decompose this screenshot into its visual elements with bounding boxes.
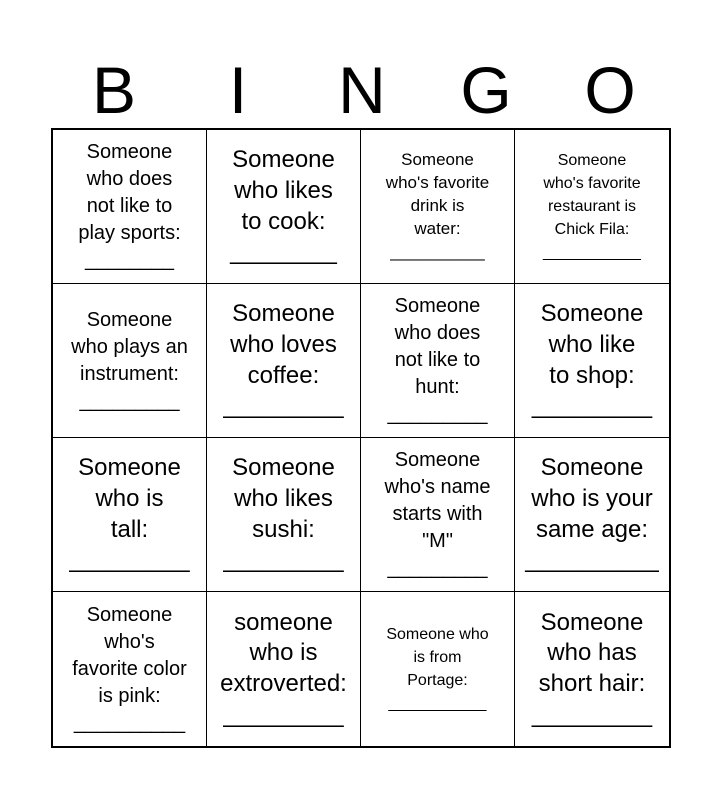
square-prompt: Someone who's favorite drink is water: __________ xyxy=(385,150,490,261)
square-prompt: Someone who's name starts with "M" _________ xyxy=(384,449,491,579)
bingo-square-r4c2[interactable] xyxy=(207,592,361,746)
bingo-square-r2c2[interactable] xyxy=(207,284,361,438)
header-letter-b: B xyxy=(91,53,137,127)
square-prompt: Someone who likes to cook: ________ xyxy=(230,146,337,266)
header-letter-g: G xyxy=(460,53,512,127)
square-prompt: Someone who does not like to play sports: ________ xyxy=(78,141,181,271)
square-prompt: Someone who's favorite color is pink: __________ xyxy=(72,603,187,734)
square-prompt: Someone who is from Portage: ___________ xyxy=(386,625,489,713)
header-letter-o: O xyxy=(584,53,636,127)
square-prompt: Someone who is your same age: __________ xyxy=(525,454,659,574)
header-letter-i: I xyxy=(228,53,248,127)
square-prompt: Someone who does not like to hunt: _________ xyxy=(387,295,488,425)
bingo-square-r2c1[interactable] xyxy=(53,284,207,438)
square-prompt: Someone who plays an instrument: _________ xyxy=(71,308,188,412)
bingo-square-r1c4[interactable] xyxy=(515,130,669,284)
square-prompt: someone who is extroverted: _________ xyxy=(220,608,347,728)
bingo-square-r3c2[interactable] xyxy=(207,438,361,592)
bingo-square-r3c3[interactable] xyxy=(361,438,515,592)
bingo-square-r2c4[interactable] xyxy=(515,284,669,438)
bingo-square-r3c1[interactable] xyxy=(53,438,207,592)
square-prompt: Someone who like to shop: _________ xyxy=(531,300,653,420)
bingo-square-r1c1[interactable] xyxy=(53,130,207,284)
bingo-square-r3c4[interactable] xyxy=(515,438,669,592)
bingo-square-r1c2[interactable] xyxy=(207,130,361,284)
square-prompt: Someone who loves coffee: _________ xyxy=(223,300,344,420)
bingo-square-r1c3[interactable] xyxy=(361,130,515,284)
bingo-square-r2c3[interactable] xyxy=(361,284,515,438)
header-letter-n: N xyxy=(338,53,386,127)
bingo-header xyxy=(52,53,672,127)
bingo-square-r4c4[interactable] xyxy=(515,592,669,746)
bingo-square-r4c1[interactable] xyxy=(53,592,207,746)
square-prompt: Someone who likes sushi: _________ xyxy=(223,454,344,574)
bingo-card xyxy=(51,128,671,748)
square-prompt: Someone who's favorite restaurant is Chick Fila: ___________ xyxy=(543,151,641,262)
bingo-square-r4c3[interactable] xyxy=(361,592,515,746)
square-prompt: Someone who is tall: _________ xyxy=(69,454,190,574)
square-prompt: Someone who has short hair: _________ xyxy=(531,608,653,728)
